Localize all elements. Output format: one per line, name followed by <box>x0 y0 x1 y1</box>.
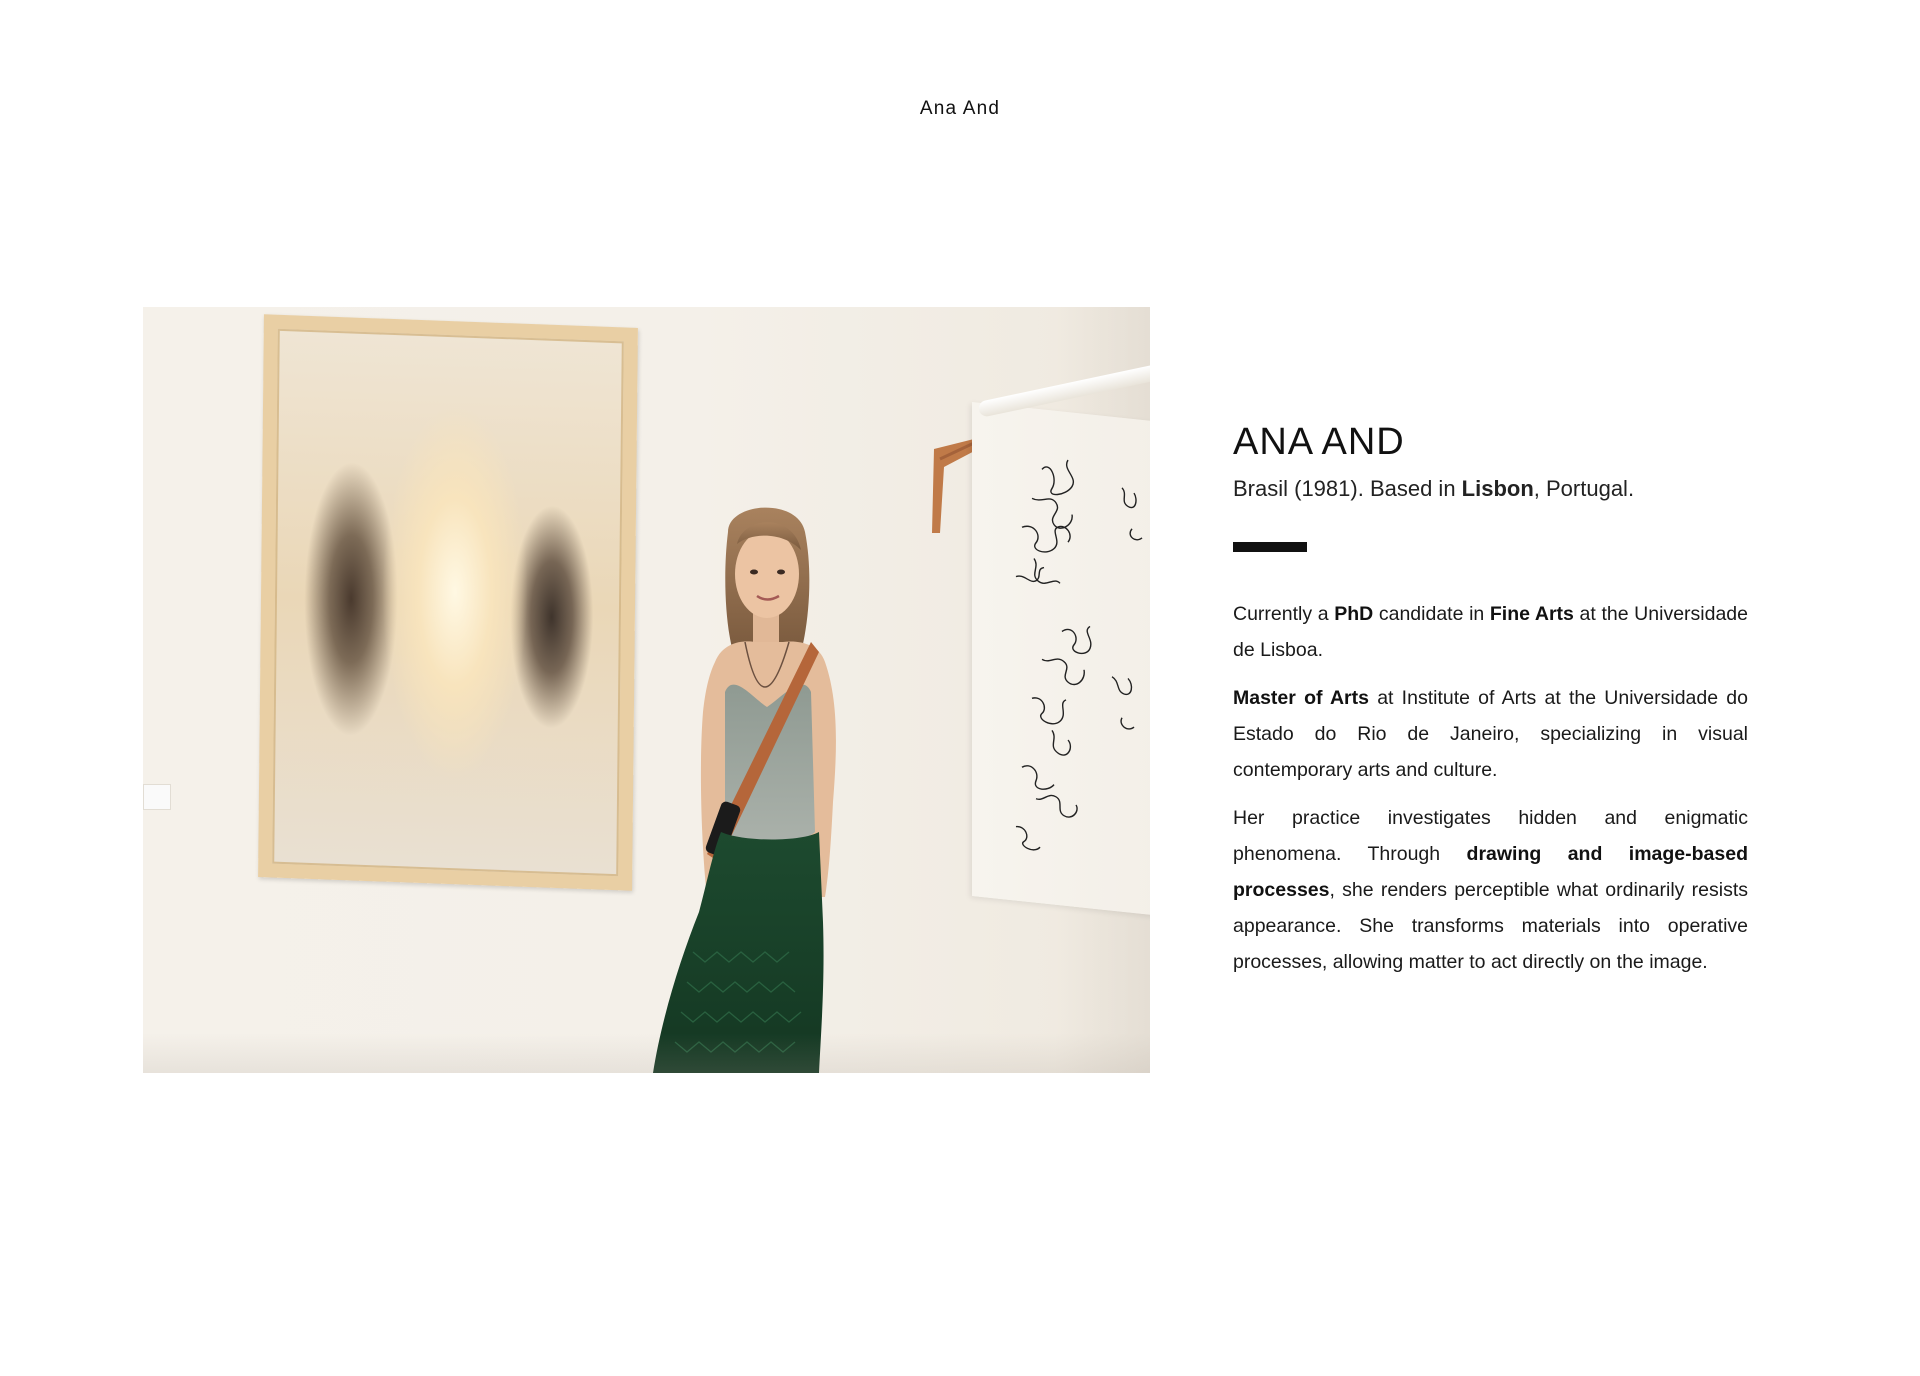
bio-text: Her practice investigates hidden and enigmatic phenomena. Through <box>1233 807 1748 865</box>
artist-origin <box>1233 474 1748 504</box>
bio-text: candidate in <box>1373 603 1490 625</box>
origin-prefix: Brasil (1981). Based in <box>1233 476 1462 501</box>
bio-text: , she renders perceptible what ordinarily resists appearance. She transforms materials into operative processes, allowing matter to act directly on the image. <box>1233 879 1748 973</box>
photo-textile-drawing <box>972 402 1150 916</box>
bio-paragraph-practice <box>1233 800 1748 980</box>
bio-paragraphs <box>1233 596 1748 980</box>
bio-emphasis: PhD <box>1334 603 1374 625</box>
artist-name: ANA AND <box>1233 421 1405 463</box>
site-header <box>0 0 1920 220</box>
photo-framed-artwork <box>258 314 638 891</box>
bio-emphasis: Fine Arts <box>1489 603 1574 625</box>
bio-paragraph-masters <box>1233 680 1748 788</box>
artist-bio <box>1233 420 1748 992</box>
bio-text: at Institute of Arts at the Universidade do Estado do Rio de Janeiro, specializing in visual contemporary arts and culture. <box>1233 687 1748 781</box>
photo-artist-figure <box>633 502 883 1073</box>
origin-suffix: , Portugal. <box>1533 476 1635 501</box>
bio-paragraph-phd <box>1233 596 1748 668</box>
site-title[interactable]: Ana And <box>919 98 1001 119</box>
photo-floor <box>143 1033 1150 1073</box>
bio-emphasis: Master of Arts <box>1233 687 1369 709</box>
photo-hanging-textile <box>972 402 1150 916</box>
bio-emphasis: drawing and image-based processes <box>1233 843 1748 901</box>
section-divider <box>1233 542 1307 552</box>
origin-city: Lisbon <box>1461 476 1534 501</box>
photo-wall-label <box>143 784 171 810</box>
photo-frame-edge <box>272 329 624 877</box>
artist-photo <box>143 307 1150 1073</box>
bio-text: at the Universidade de Lisboa. <box>1233 603 1748 661</box>
bio-text: Currently a <box>1233 603 1335 625</box>
